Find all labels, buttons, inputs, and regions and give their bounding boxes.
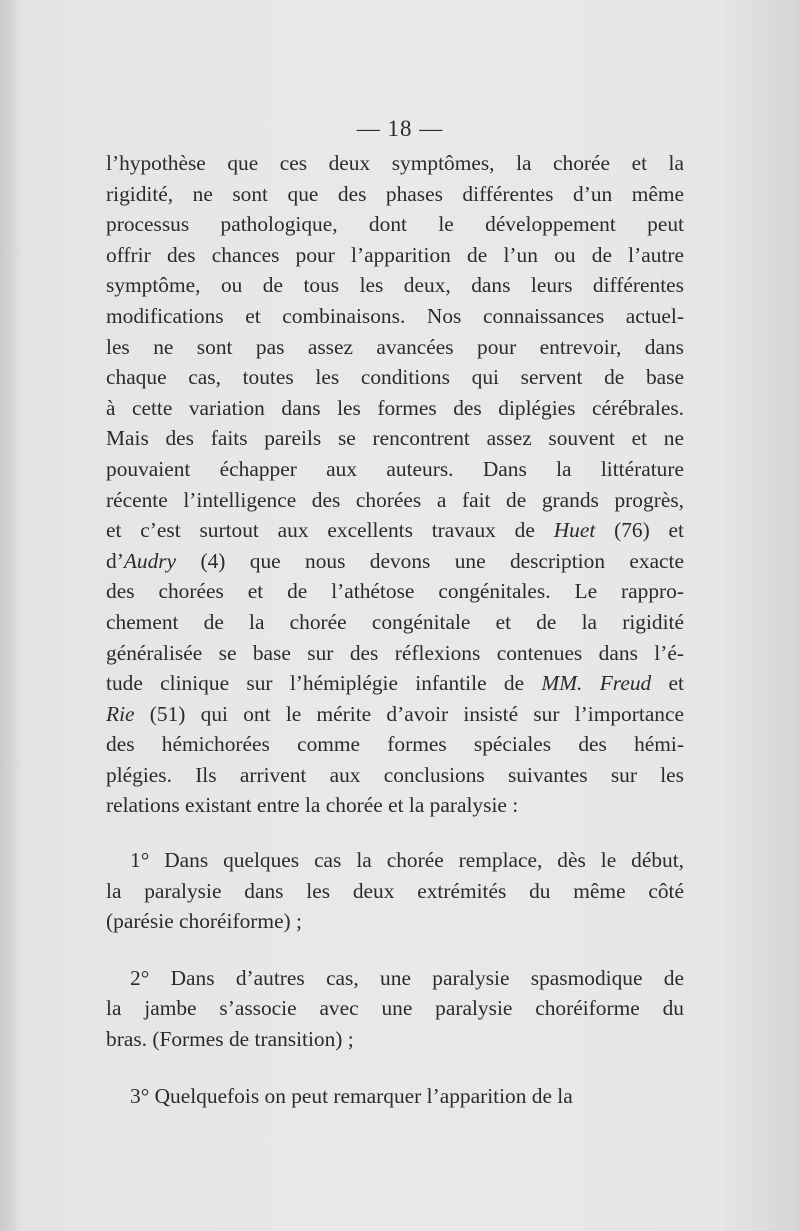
line-text: symptôme, ou de tous les deux, dans leurs différentes <box>106 273 684 298</box>
page-number: — 18 — <box>356 116 444 141</box>
text-line <box>106 270 684 301</box>
text-line <box>106 362 684 393</box>
line-text: les ne sont pas assez avancées pour entrevoir, dans <box>106 334 684 359</box>
text-line <box>106 699 684 730</box>
line-text: modifications et combinaisons. Nos connaissances actuel- <box>106 303 684 328</box>
text-line <box>106 607 684 638</box>
text-line <box>106 240 684 271</box>
line-text: (51) qui ont le mérite d’avoir insisté sur l’importance <box>134 701 684 726</box>
line-text: Mais des faits pareils se rencontrent assez souvent et ne <box>106 426 684 451</box>
text-line: 1° Dans quelques cas la chorée remplace, dès le début, <box>130 848 684 873</box>
line-text: pouvaient échapper aux auteurs. Dans la littérature <box>106 456 684 481</box>
paragraph-gap <box>106 937 684 963</box>
text-line <box>106 179 684 210</box>
text-line <box>106 148 684 179</box>
line-text: des hémichorées comme formes spéciales des hémi- <box>106 732 684 757</box>
text-line <box>106 454 684 485</box>
line-text: (76) et <box>595 518 684 543</box>
line-text: et c’est surtout aux excellents travaux de <box>106 518 554 543</box>
line-text: offrir des chances pour l’apparition de l’un ou de l’autre <box>106 242 684 267</box>
author-name: Rie <box>106 701 135 726</box>
numbered-item-2 <box>106 963 684 1055</box>
text-line: bras. (Formes de transition) ; <box>106 1027 354 1052</box>
text-line <box>106 576 684 607</box>
text-line: 3° Quelquefois on peut remarquer l’apparition de la <box>130 1083 573 1108</box>
text-line <box>106 729 684 760</box>
text-line <box>106 423 684 454</box>
line-text: l’hypothèse que ces deux symptômes, la chorée et la <box>106 151 684 175</box>
text-line <box>106 301 684 332</box>
line-text: processus pathologique, dont le développement peut <box>106 212 684 237</box>
author-name: Audry <box>123 548 177 573</box>
line-text: à cette variation dans les formes des diplégies cérébrales. <box>106 395 684 420</box>
text-line <box>106 209 684 240</box>
text-line: la jambe s’associe avec une paralysie choréiforme du <box>106 996 684 1021</box>
text-line <box>106 393 684 424</box>
numbered-item-3 <box>106 1081 684 1112</box>
line-text: tude clinique sur l’hémiplégie infantile de <box>106 671 542 696</box>
text-line: 2° Dans d’autres cas, une paralysie spasmodique de <box>130 965 684 990</box>
line-text: généralisée se base sur des réflexions contenues dans l’é- <box>106 640 684 665</box>
main-paragraph <box>106 148 684 821</box>
text-line: (parésie choréiforme) ; <box>106 909 302 934</box>
author-name: MM. Freud <box>541 671 652 696</box>
author-name: Huet <box>553 518 596 543</box>
line-text: chaque cas, toutes les conditions qui servent de base <box>106 365 684 390</box>
text-line <box>106 790 684 821</box>
line-text: d’ <box>106 548 124 573</box>
line-text: plégies. Ils arrivent aux conclusions suivantes sur les <box>106 762 684 787</box>
text-line <box>106 515 684 546</box>
line-text: et <box>651 671 684 696</box>
line-text: rigidité, ne sont que des phases différentes d’un même <box>106 181 684 206</box>
line-text: chement de la chorée congénitale et de la rigidité <box>106 609 684 634</box>
text-line <box>106 332 684 363</box>
line-text: récente l’intelligence des chorées a fait de grands progrès, <box>106 487 684 512</box>
line-text: (4) que nous devons une description exacte <box>176 548 684 573</box>
text-line <box>106 760 684 791</box>
text-line <box>106 668 684 699</box>
text-line <box>106 485 684 516</box>
paragraph-gap <box>106 821 684 845</box>
line-text: des chorées et de l’athétose congénitales. Le rappro- <box>106 579 684 604</box>
text-line: la paralysie dans les deux extrémités du même côté <box>106 878 684 903</box>
line-text: relations existant entre la chorée et la paralysie : <box>106 793 519 818</box>
text-line <box>106 638 684 669</box>
body-text <box>106 148 684 1111</box>
paragraph-gap <box>106 1055 684 1081</box>
text-line <box>106 546 684 577</box>
numbered-item-1 <box>106 845 684 937</box>
